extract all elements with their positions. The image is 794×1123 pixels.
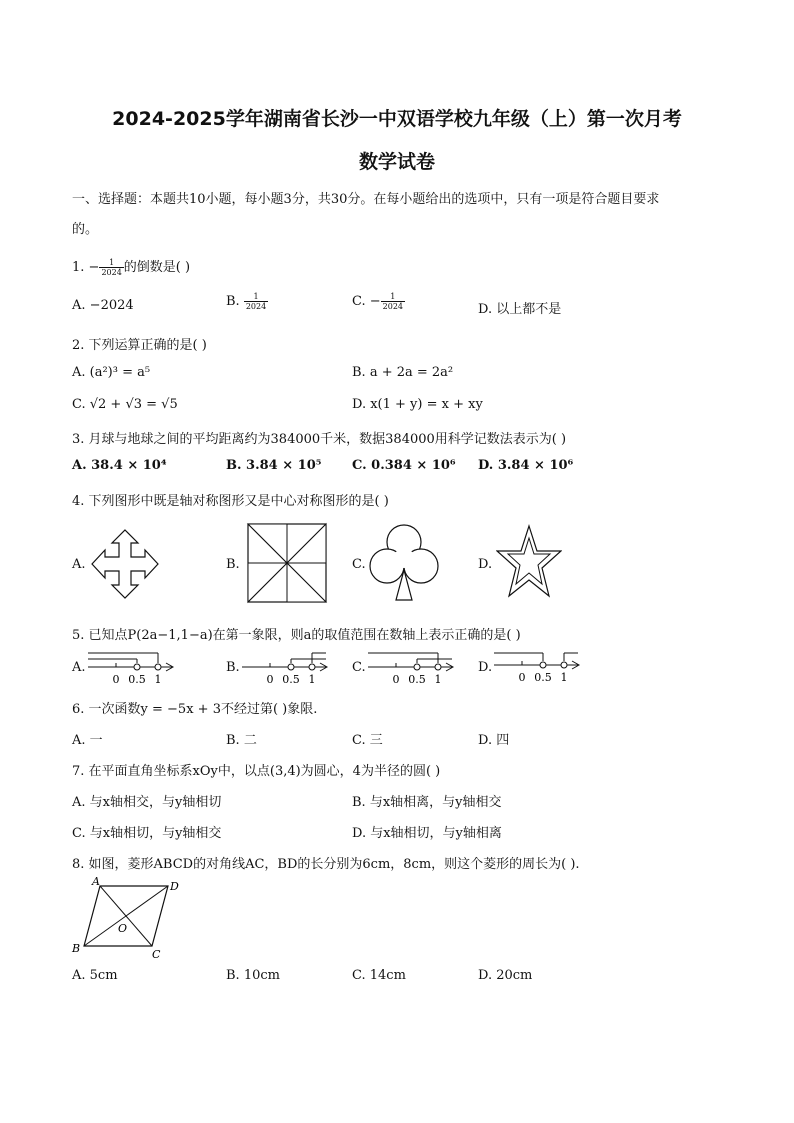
q7-option-a: A. 与x轴相交，与y轴相切 xyxy=(72,795,222,810)
q7-option-b: B. 与x轴相离，与y轴相交 xyxy=(352,795,502,810)
q1-a-label: A. xyxy=(72,298,86,313)
tick-label-0: 0 xyxy=(112,673,120,686)
q3-option-a: A. 38.4 × 10⁴ xyxy=(72,458,167,473)
tick-label-0-5: 0.5 xyxy=(534,671,552,684)
q1-a-value: −2024 xyxy=(89,298,134,313)
tick-label-1: 1 xyxy=(154,673,162,686)
q1-c-fraction xyxy=(381,292,405,311)
number-line-b xyxy=(240,650,332,688)
tick-label-0-5: 0.5 xyxy=(128,673,146,686)
q1-suffix: 的倒数是( ) xyxy=(123,260,191,275)
tick-label-1: 1 xyxy=(434,673,442,686)
q1-c-den: 2024 xyxy=(382,302,403,311)
q1-fraction xyxy=(99,258,123,277)
q1-option-a xyxy=(72,298,134,313)
tick-label-1: 1 xyxy=(308,673,316,686)
number-line-d xyxy=(492,648,584,686)
q1-frac-num: 1 xyxy=(99,258,123,268)
rhombus-figure xyxy=(68,874,188,962)
q2-option-c: C. √2 + √3 = √5 xyxy=(72,397,178,412)
question-2-stem: 2. 下列运算正确的是( ) xyxy=(72,338,207,353)
q2-option-a: A. (a²)³ = a⁵ xyxy=(72,365,151,380)
q1-c-num: 1 xyxy=(381,292,405,302)
q1-option-c xyxy=(352,292,405,311)
tick-label-0: 0 xyxy=(518,671,526,684)
number-line-a xyxy=(86,650,178,688)
q1-b-label: B. xyxy=(226,294,240,309)
q1-option-d: D. 以上都不是 xyxy=(478,302,562,317)
vertex-label-b: B xyxy=(72,942,81,955)
center-label-o: O xyxy=(118,922,128,935)
section-instructions-line2: 的。 xyxy=(72,222,99,237)
q6-option-c: C. 三 xyxy=(352,733,383,748)
q2-option-b: B. a + 2a = 2a² xyxy=(352,365,454,380)
q8-option-d: D. 20cm xyxy=(478,968,533,983)
question-3-stem: 3. 月球与地球之间的平均距离约为384000千米，数据384000用科学记数法表示为( ) xyxy=(72,432,567,447)
section-instructions-line1: 一、选择题：本题共10小题，每小题3分，共30分。在每小题给出的选项中，只有一项是符合题目要求 xyxy=(72,192,660,207)
q1-prefix: 1. − xyxy=(72,260,100,275)
q5-option-d-label: D. xyxy=(478,660,493,675)
tick-label-0-5: 0.5 xyxy=(282,673,300,686)
q3-option-d: D. 3.84 × 10⁶ xyxy=(478,458,574,473)
question-8-stem: 8. 如图，菱形ABCD的对角线AC，BD的长分别为6cm，8cm，则这个菱形的周长为( ). xyxy=(72,857,580,872)
q5-option-a-label: A. xyxy=(72,660,86,675)
exam-subtitle: 数学试卷 xyxy=(358,151,435,173)
pinwheel-figure xyxy=(246,522,328,604)
q4-option-d-label: D. xyxy=(478,557,493,572)
vertex-label-d: D xyxy=(170,880,179,893)
club-figure xyxy=(368,522,440,604)
question-4-stem: 4. 下列图形中既是轴对称图形又是中心对称图形的是( ) xyxy=(72,494,389,509)
q8-option-b: B. 10cm xyxy=(226,968,280,983)
q4-option-c-label: C. xyxy=(352,557,366,572)
question-5-stem: 5. 已知点P(2a−1,1−a)在第一象限，则a的取值范围在数轴上表示正确的是( ) xyxy=(72,628,521,643)
question-7-stem: 7. 在平面直角坐标系xOy中，以点(3,4)为圆心，4为半径的圆( ) xyxy=(72,764,441,779)
vertex-label-c: C xyxy=(152,948,161,961)
q5-option-b-label: B. xyxy=(226,660,240,675)
q1-b-fraction xyxy=(244,292,268,311)
q8-option-a: A. 5cm xyxy=(72,968,118,983)
four-arrows-figure xyxy=(90,528,160,600)
q1-b-den: 2024 xyxy=(245,302,267,311)
q1-frac-den: 2024 xyxy=(101,268,122,277)
exam-title: 2024-2025学年湖南省长沙一中双语学校九年级（上）第一次月考 xyxy=(112,108,682,130)
q4-option-a-label: A. xyxy=(72,557,86,572)
q2-option-d: D. x(1 + y) = x + xy xyxy=(352,397,483,412)
q6-option-a: A. 一 xyxy=(72,733,103,748)
q7-option-c: C. 与x轴相切，与y轴相交 xyxy=(72,826,222,841)
vertex-label-a: A xyxy=(92,875,100,888)
tick-label-1: 1 xyxy=(560,671,568,684)
q5-option-c-label: C. xyxy=(352,660,366,675)
q7-option-d: D. 与x轴相切，与y轴相离 xyxy=(352,826,502,841)
q3-option-c: C. 0.384 × 10⁶ xyxy=(352,458,456,473)
question-1-stem xyxy=(72,256,190,277)
tick-label-0-5: 0.5 xyxy=(408,673,426,686)
q8-option-c: C. 14cm xyxy=(352,968,406,983)
q4-option-b-label: B. xyxy=(226,557,240,572)
q1-b-num: 1 xyxy=(244,292,268,302)
q6-option-d: D. 四 xyxy=(478,733,510,748)
q1-c-label: C. − xyxy=(352,294,381,309)
question-6-stem: 6. 一次函数y = −5x + 3不经过第( )象限. xyxy=(72,702,318,717)
number-line-c xyxy=(366,650,458,688)
star-figure xyxy=(496,524,562,602)
q3-option-b: B. 3.84 × 10⁵ xyxy=(226,458,322,473)
q1-option-b xyxy=(226,292,268,311)
tick-label-0: 0 xyxy=(392,673,400,686)
tick-label-0: 0 xyxy=(266,673,274,686)
q6-option-b: B. 二 xyxy=(226,733,257,748)
